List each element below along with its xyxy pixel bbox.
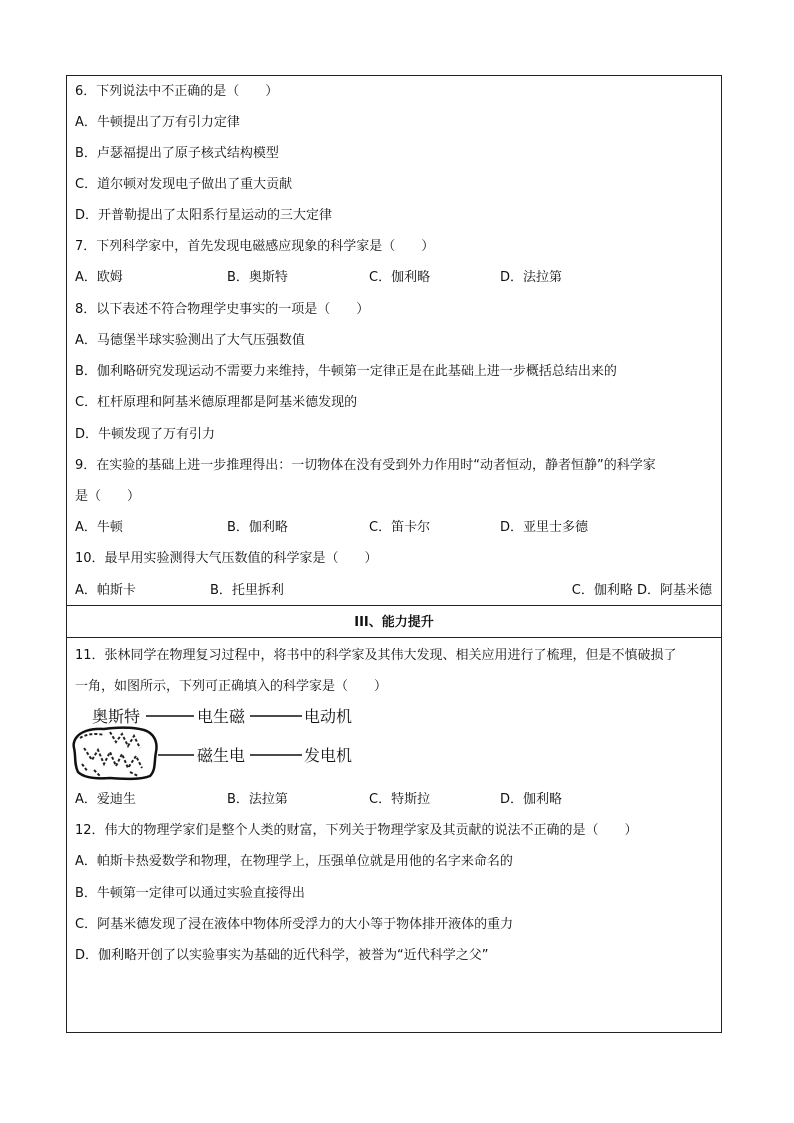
q12-stem: 12．伟大的物理学家们是整个人类的财富，下列关于物理学家及其贡献的说法不正确的是（ ） [75,823,638,838]
q10-option-a: A．帕斯卡 [75,583,136,598]
q11-option-a: A．爱迪生 [75,792,136,807]
section-divider-bottom [66,637,722,638]
q11-option-b: B．法拉第 [227,792,288,807]
section-divider-top [66,605,722,606]
q7-option-b: B．奥斯特 [227,270,288,285]
q8-option-b: B．伽利略研究发现运动不需要力来维持，牛顿第一定律正是在此基础上进一步概括总结出来的 [75,364,617,379]
q6-option-a: A．牛顿提出了万有引力定律 [75,115,240,130]
q7-stem: 7．下列科学家中，首先发现电磁感应现象的科学家是（ ） [75,239,435,254]
q9-stem-line1: 9．在实验的基础上进一步推理得出：一切物体在没有受到外力作用时“动者恒动，静者恒静”的科学家 [75,458,656,473]
diagram-row2-application: 发电机 [304,746,353,765]
q11-option-c: C．特斯拉 [369,792,431,807]
q9-option-d: D．亚里士多德 [500,520,589,535]
q7-option-c: C．伽利略 [369,270,431,285]
q10-stem: 10．最早用实验测得大气压数值的科学家是（ ） [75,551,378,566]
diagram-row1-application: 电动机 [304,707,353,726]
scientist-diagram [70,702,370,782]
q10-option-b: B．托里拆利 [210,583,284,598]
q11-stem-line2: 一角，如图所示，下列可正确填入的科学家是（ ） [75,679,388,694]
q11-option-d: D．伽利略 [500,792,563,807]
q12-option-a: A．帕斯卡热爱数学和物理，在物理学上，压强单位就是用他的名字来命名的 [75,854,513,869]
diagram-row1-scientist: 奥斯特 [92,707,141,726]
q11-stem-line1: 11．张林同学在物理复习过程中，将书中的科学家及其伟大发现、相关应用进行了梳理，但是不慎破损了 [75,648,677,663]
q8-option-c: C．杠杆原理和阿基米德原理都是阿基米德发现的 [75,395,358,410]
q6-option-c: C．道尔顿对发现电子做出了重大贡献 [75,177,293,192]
section-title: III、能力提升 [354,615,434,630]
diagram-row1-discovery: 电生磁 [197,707,246,726]
q12-option-c: C．阿基米德发现了浸在液体中物体所受浮力的大小等于物体排开液体的重力 [75,917,514,932]
q9-option-c: C．笛卡尔 [369,520,431,535]
q9-option-a: A．牛顿 [75,520,123,535]
q9-option-b: B．伽利略 [227,520,288,535]
q12-option-d: D．伽利略开创了以实验事实为基础的近代科学，被誉为“近代科学之父” [75,948,489,963]
q12-option-b: B．牛顿第一定律可以通过实验直接得出 [75,886,305,901]
q10-option-cd: C．伽利略 D．阿基米德 [571,583,712,598]
q8-stem: 8．以下表述不符合物理学史事实的一项是（ ） [75,302,370,317]
torn-corner-image [74,728,157,779]
q7-option-a: A．欧姆 [75,270,123,285]
q6-option-d: D．开普勒提出了太阳系行星运动的三大定律 [75,208,333,223]
q6-option-b: B．卢瑟福提出了原子核式结构模型 [75,146,279,161]
q7-option-d: D．法拉第 [500,270,563,285]
diagram-row2-discovery: 磁生电 [197,746,246,765]
q6-stem: 6．下列说法中不正确的是（ ） [75,84,279,99]
q8-option-a: A．马德堡半球实验测出了大气压强数值 [75,333,305,348]
q8-option-d: D．牛顿发现了万有引力 [75,427,216,442]
q9-stem-line2: 是（ ） [75,489,141,504]
